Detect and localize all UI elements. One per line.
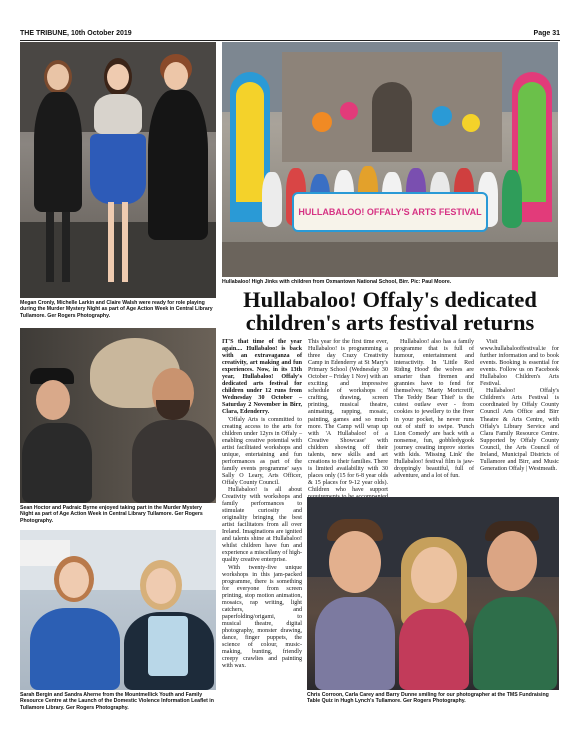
hullabaloo-banner-text: HULLABALOO! OFFALY'S ARTS FESTIVAL: [298, 207, 482, 217]
article-paragraph-8: Hullabaloo! Offaly's Children's Arts Festival is coordinated by Offaly County Council Arts Office and Birr Theatre & Arts Centre, with Offaly's Library Service and Clara Family Resource Centre. Supported by Offaly County Council, the Arts Council of Ireland, Municipal Districts of Tullamore and Birr, and Music Generation Offaly | Westmeath.: [480, 388, 559, 472]
photo-two-women-caption: Sarah Bergin and Sandra Aherne from the Mountmellick Youth and Family Resource Centre at the Launch of the Domestic Violence Information Leaflet in Tullamore Library. Ger Rogers Photography.: [20, 692, 214, 711]
article-paragraph-2: 'Offaly Arts is committed to creating access to the arts for children under 12yrs in Offaly – enabling creative potential with artist facilitated workshops and unique, entertaining and fun performances as part of the family events programme' says Sally O Leary, Arts Officer, Offaly County Council.: [222, 416, 302, 486]
article-lead: IT'S that time of the year again.... Hullabaloo! is back with an extravaganza of creativity, art making and fun experiences. Now, in its 13th year, Hullabaloo! Offaly's dedicated arts festival for children under 12 runs from Wednesday 30 October – Saturday 2 November in Birr, Clara, Edenderry.: [222, 339, 302, 416]
photo-three-women: [20, 42, 216, 298]
article-column-3: [394, 339, 474, 494]
photo-three-people: [307, 497, 559, 690]
photo-hullabaloo-children-caption: Hullabaloo! High Jinks with children from Oxmantown National School, Birr. Pic: Paul Moore.: [222, 279, 452, 285]
photo-three-people-caption: Chris Corroon, Carla Carey and Barry Dunne smiling for our photographer at the TMS Fundraising Table Quiz in Hugh Lynch's Tullamore. Ger Rogers Photography.: [307, 692, 549, 705]
masthead: [20, 30, 560, 40]
article-column-1: [222, 339, 302, 694]
masthead-rule: [20, 40, 560, 41]
photo-hullabaloo-children: [222, 42, 558, 277]
article-column-4: [480, 339, 559, 494]
photo-three-women-caption: Megan Cronly, Michelle Larkin and Claire Walsh were ready for role playing during the Murder Mystery Night as part of Age Action Week in Central Library Tullamore. Ger Rogers Photography.: [20, 300, 213, 319]
photo-two-men-caption: Sean Hoctor and Padraic Byrne enjoyed taking part in the Murder Mystery Night as part of Age Action Week in Central Library Tullamore. Ger Rogers Photography.: [20, 505, 203, 524]
article-headline: Hullabaloo! Offaly's dedicated children's arts festival returns: [243, 287, 537, 335]
publication-date: THE TRIBUNE, 10th October 2019: [20, 30, 132, 37]
photo-two-men: [20, 328, 216, 503]
article-paragraph-3: Hullabaloo! is all about Creativity with workshops and family performances to stimulate curiosity and originality bringing the best artist facilitators from all over Ireland. Imaginations are ignited and talents shine at Hullabaloo! whilst children have fun and experience a miscellany of high-quality creative enterprise.: [222, 486, 302, 564]
article-paragraph-7: Visit www.hullabalooffestival.ie for further information and to book events. Booking is essential for events. Follow us on Facebook Hullabaloo Children's Arts Festival.: [480, 339, 559, 388]
photo-two-women: [20, 530, 216, 690]
article-paragraph-6: Hullabaloo! also has a family programme that is full of humour, entertainment and interactivity. In 'Little Red Riding Hood' the wolves are smarter than firemen and grannies have to fend for themselves; 'Marty Mortcreiff, The Teddy Bear Thief' is the cutest outlaw ever - from cookies to jewellery to the fiver in your pocket, he never runs out of stuff to swipe. 'Punch Lion Comedy' are back with a nonsense, fun, gobbledygook journey creating improv stories with kids. 'Missing Link' the Hullabaloo! festival film is jaw-droppingly beautiful, full of adventure, and a lot of fun.: [394, 339, 474, 479]
page-number: Page 31: [533, 30, 560, 37]
article-paragraph-4: With twenty-five unique workshops in this jam-packed programme, there is something for everyone from screen printing, stop motion animation, mosaics, rap writing, light catchers, and paperfolding/origami, to musical theatre, digital photography, monster drawing, dance, finger puppets, the science of colour, music-making, bunting, friendly creepy crawlies and painting with wax.: [222, 564, 302, 670]
article-paragraph-5: This year for the first time ever, Hullabaloo! is programming a three day Crazy Creativity Camp in Edenderry at St Mary's Primary School (Wednesday 30 October – Friday 1 Nov) with an exciting and impressive schedule of workshops of crafting, drawing, screen printing, musical theatre, animating, rapping, mosaic, painting, games and so much more. The Camp will wrap up with 'A Hullabaloo! of a Creative Showcase' with children showing off their talents, new skills and art creations to their families. There is limited availability with 30 places only (15 for 6-8 year olds & 15 places for 9-12 year olds). Children who have support: [308, 339, 388, 493]
article-column-2: [308, 339, 388, 494]
